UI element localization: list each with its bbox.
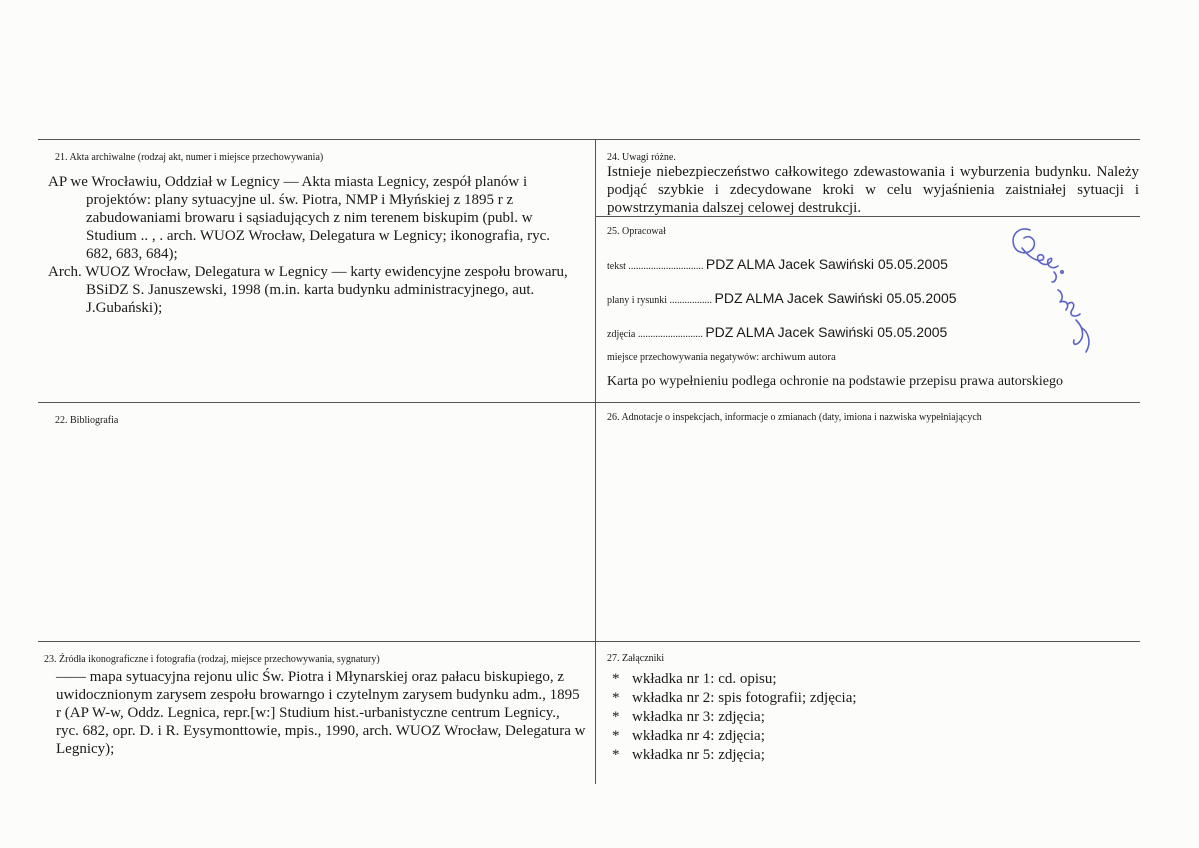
section-25-label: 25. Opracował <box>607 226 666 237</box>
attachment-label: wkładka nr 2: spis fotografii; zdjęcia; <box>632 690 857 706</box>
bullet-icon: * <box>612 747 620 763</box>
author-row-photos <box>607 324 947 340</box>
negatives-value: archiwum autora <box>761 351 836 363</box>
row-dots: .............................. <box>628 261 704 272</box>
section-26-label: 26. Adnotacje o inspekcjach, informacje o zmianach (daty, imiona i nazwiska wypełniających <box>607 412 982 423</box>
center-divider <box>595 139 596 784</box>
section-27-label: 27. Załączniki <box>607 653 665 664</box>
row-key: tekst <box>607 261 626 272</box>
row-dots: ................. <box>669 295 712 306</box>
row-value: PDZ ALMA Jacek Sawiński 05.05.2005 <box>705 324 948 340</box>
section-23-label: 23. Źródła ikonograficzne i fotografia (rodzaj, miejsce przechowywania, sygnatury) <box>44 654 380 665</box>
bullet-icon: * <box>612 690 620 706</box>
author-row-drawings <box>607 290 957 306</box>
section-21-body <box>48 173 578 317</box>
archive-entry: AP we Wrocławiu, Oddział w Legnicy — Akta miasta Legnicy, zespół planów i projektów: plany sytuacyjne ul. św. Piotra, NMP i Młyńskiej z 1895 r z zabudowaniami browaru i sąsiadujących z nim terenem biskupim (publ. w Studium .. , . arch. WUOZ Wrocław, Delegatura w Legnicy; ikonografia, ryc. 682, 683, 684); <box>48 174 550 262</box>
bullet-icon: * <box>612 671 620 687</box>
attachment-label: wkładka nr 1: cd. opisu; <box>632 671 777 687</box>
attachments-list <box>612 670 857 765</box>
handwritten-signature <box>1002 220 1102 360</box>
row-key: zdjęcia <box>607 329 636 340</box>
attachment-item <box>612 689 857 708</box>
section-24-body: Istnieje niebezpieczeństwo całkowitego zdewastowania i wyburzenia budynku. Należy podjąć szybkie i zdecydowane kroki w celu wyjaśnienia zaistniałej sytuacji i powstrzymania dalszej celowej destrukcji. <box>607 164 1139 216</box>
attachment-label: wkładka nr 3: zdjęcia; <box>632 709 765 725</box>
section-24-label: 24. Uwagi różne. <box>607 152 676 163</box>
attachment-label: wkładka nr 4: zdjęcia; <box>632 728 765 744</box>
section-21-label: 21. Akta archiwalne (rodzaj akt, numer i miejsce przechowywania) <box>55 152 324 163</box>
section-23-body <box>56 668 586 758</box>
negatives-location <box>607 351 836 363</box>
bullet-icon: * <box>612 728 620 744</box>
iconography-entry: —— mapa sytuacyjna rejonu ulic Św. Piotra i Młynarskiej oraz pałacu biskupiego, z uwidocznionym zarysem zespołu browarngo i czytelnym zarysem budynku adm., 1895 r (AP W-w, Oddz. Legnica, repr.[w:] Studium hist.-urbanistyczne centrum Legnicy., ryc. 682, opr. D. i R. Eysymonttowie, mpis., 1990, arch. WUOZ Wrocław, Delegatura w Legnicy); <box>56 669 586 757</box>
row-value: PDZ ALMA Jacek Sawiński 05.05.2005 <box>705 256 948 272</box>
lower-rule <box>38 641 1140 642</box>
top-rule <box>38 139 1140 140</box>
bullet-icon: * <box>612 709 620 725</box>
row-dots: .......................... <box>637 329 703 340</box>
row-key: plany i rysunki <box>607 295 667 306</box>
author-row-text <box>607 256 948 272</box>
negatives-label: miejsce przechowywania negatywów: <box>607 352 760 363</box>
middle-rule <box>38 402 1140 403</box>
archive-entry: Arch. WUOZ Wrocław, Delegatura w Legnicy — karty ewidencyjne zespołu browaru, BSiDZ S. Januszewski, 1998 (m.in. karta budynku administracyjnego, aut. J.Gubański); <box>48 264 568 316</box>
attachment-item <box>612 708 857 727</box>
attachment-label: wkładka nr 5: zdjęcia; <box>632 747 765 763</box>
copyright-notice: Karta po wypełnieniu podlega ochronie na podstawie przepisu prawa autorskiego <box>607 374 1064 389</box>
section-22-label: 22. Bibliografia <box>55 415 119 426</box>
attachment-item <box>612 727 857 746</box>
attachment-item <box>612 746 857 765</box>
row-value: PDZ ALMA Jacek Sawiński 05.05.2005 <box>714 290 957 306</box>
attachment-item <box>612 670 857 689</box>
